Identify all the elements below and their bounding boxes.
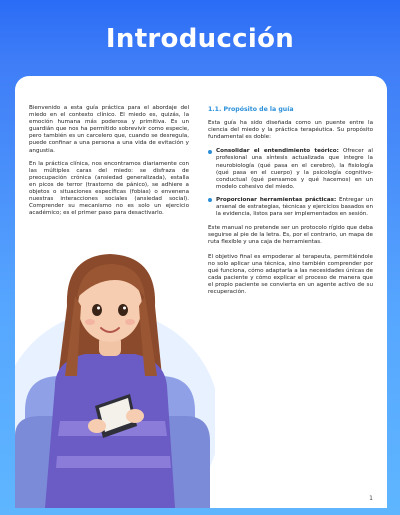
- right-column: [208, 106, 373, 303]
- bullet-dot-icon: [208, 198, 212, 202]
- left-column: [29, 105, 189, 223]
- objective-paragraph: El objetivo final es empoderar al terapeuta, permitiéndole no solo aplicar una técnica, sino también comprender por qué funciona, cómo adaptarla a las necesidades únicas de cada paciente y cómo explicar el proceso de manera que el propio paciente se convierta en un agente activo de su recuperación.: [208, 253, 373, 295]
- purpose-list: [208, 148, 373, 218]
- section-heading: 1.1. Propósito de la guía: [208, 106, 294, 113]
- left-eye: [92, 304, 102, 316]
- list-item: [208, 197, 373, 218]
- intro-paragraph-2: En la práctica clínica, nos encontramos diariamente con las múltiples caras del miedo: se disfraza de preocupación crónica (ansiedad generalizada), estalla en picos de terror (trastorno de pánico), se adhiere a objetos o situaciones específicas (fobias) o envenena nuestras interacciones sociales (ansiedad social). Comprender su mecanismo no es solo un ejercicio académico; es el primer paso para desactivarlo.: [29, 160, 189, 217]
- hand: [88, 419, 106, 433]
- list-item-bold: Consolidar el entendimiento teórico:: [216, 148, 339, 155]
- purpose-intro: Esta guía ha sido diseñada como un puente entre la ciencia del miedo y la práctica terapéutica. Su propósito fundamental es doble:: [208, 120, 373, 141]
- list-item-text: Entregar un arsenal de estrategias, técnicas y ejercicios basados en la evidencia, listos para ser implementados en sesión.: [216, 196, 373, 218]
- content-card: [15, 76, 387, 508]
- woman-reading-illustration: [15, 236, 215, 508]
- page-title: Introducción: [105, 24, 295, 54]
- right-eye: [118, 304, 128, 316]
- bullet-dot-icon: [208, 150, 212, 154]
- list-item: [208, 148, 373, 191]
- manual-paragraph: Este manual no pretende ser un protocolo rígido que deba seguirse al pie de la letra. Es, por el contrario, un mapa de ruta flexible y una caja de herramientas.: [208, 225, 373, 246]
- intro-paragraph-1: Bienvenido a esta guía práctica para el abordaje del miedo en el contexto clínico. El miedo es, quizás, la emoción humana más poderosa y primitiva. Es un guardián que nos ha permitido sobrevivir como especie, pero también es un carcelero que, cuando se desregula, puede confinar a una persona a una vida de evitación y angustia.: [29, 105, 189, 154]
- list-item-text: Ofrecer al profesional una síntesis actualizada que integre la neurobiología (qué pasa en el cerebro), la fisiología (qué pasa en el cuerpo) y la psicología cognitivo-conductual (qué pensamos y qué hacemos) en un modelo cohesivo del miedo.: [216, 148, 373, 190]
- page-number: 1: [369, 495, 373, 502]
- list-item-bold: Proporcionar herramientas prácticas:: [216, 196, 337, 203]
